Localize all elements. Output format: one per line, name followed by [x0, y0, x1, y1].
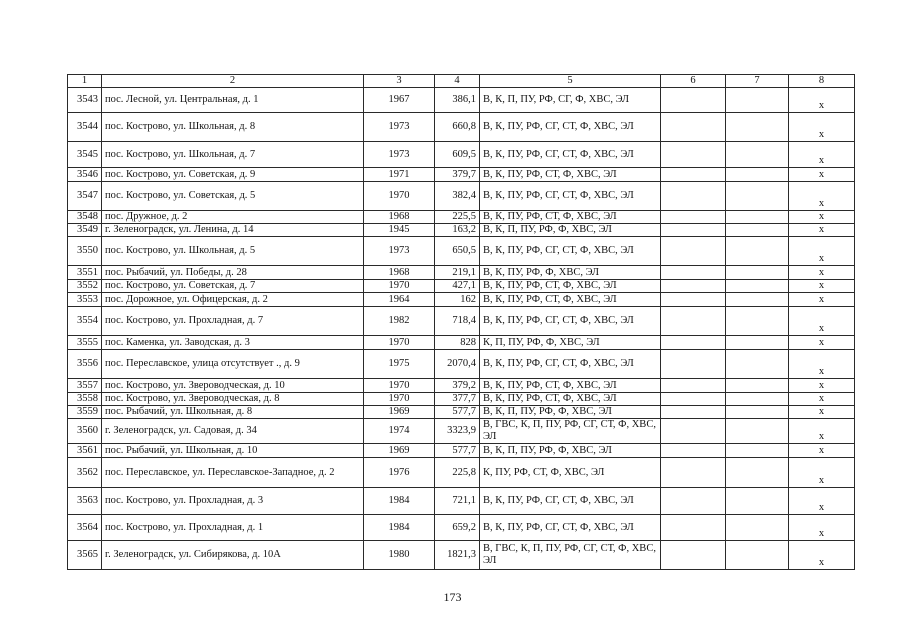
row-year: 1964 [364, 293, 435, 307]
row-col-6 [661, 379, 726, 393]
row-equipment: В, К, ПУ, РФ, СГ, СТ, Ф, ХВС, ЭЛ [480, 488, 661, 515]
row-col-7 [726, 280, 789, 293]
row-number: 3557 [68, 379, 102, 393]
row-col-6 [661, 515, 726, 541]
table-row [68, 336, 855, 350]
row-address: г. Зеленоградск, ул. Сибирякова, д. 10А [102, 541, 364, 570]
row-equipment: В, К, ПУ, РФ, СТ, Ф, ХВС, ЭЛ [480, 211, 661, 224]
row-mark: х [789, 168, 855, 182]
row-number: 3560 [68, 419, 102, 444]
row-area: 1821,3 [435, 541, 480, 570]
row-equipment: В, К, ПУ, РФ, СГ, СТ, Ф, ХВС, ЭЛ [480, 113, 661, 142]
row-col-7 [726, 488, 789, 515]
row-mark: х [789, 393, 855, 406]
row-address: пос. Кострово, ул. Школьная, д. 7 [102, 142, 364, 168]
row-year: 1982 [364, 307, 435, 336]
row-area: 3323,9 [435, 419, 480, 444]
row-number: 3562 [68, 458, 102, 488]
row-equipment: В, К, ПУ, РФ, СТ, Ф, ХВС, ЭЛ [480, 293, 661, 307]
table-row [68, 293, 855, 307]
row-equipment: В, К, ПУ, РФ, СГ, СТ, Ф, ХВС, ЭЛ [480, 237, 661, 266]
row-address: пос. Кострово, ул. Советская, д. 5 [102, 182, 364, 211]
table-row [68, 266, 855, 280]
row-col-7 [726, 419, 789, 444]
housing-table [67, 74, 855, 570]
row-area: 427,1 [435, 280, 480, 293]
table-row [68, 307, 855, 336]
row-equipment: В, К, П, ПУ, РФ, Ф, ХВС, ЭЛ [480, 444, 661, 458]
header-col-3: 3 [364, 75, 435, 88]
row-number: 3556 [68, 350, 102, 379]
row-address: пос. Кострово, ул. Школьная, д. 8 [102, 113, 364, 142]
row-number: 3546 [68, 168, 102, 182]
row-col-6 [661, 444, 726, 458]
row-mark: х [789, 293, 855, 307]
row-area: 577,7 [435, 406, 480, 419]
row-address: пос. Кострово, ул. Звероводческая, д. 10 [102, 379, 364, 393]
row-number: 3555 [68, 336, 102, 350]
row-col-6 [661, 280, 726, 293]
row-col-7 [726, 393, 789, 406]
row-col-7 [726, 293, 789, 307]
row-number: 3563 [68, 488, 102, 515]
row-col-6 [661, 88, 726, 113]
row-mark: х [789, 224, 855, 237]
row-address: пос. Дружное, д. 2 [102, 211, 364, 224]
row-col-7 [726, 515, 789, 541]
row-col-7 [726, 541, 789, 570]
row-address: пос. Переславское, улица отсутствует ., д. 9 [102, 350, 364, 379]
row-equipment: К, П, ПУ, РФ, Ф, ХВС, ЭЛ [480, 336, 661, 350]
table-row [68, 515, 855, 541]
row-mark: х [789, 307, 855, 336]
row-col-7 [726, 142, 789, 168]
row-year: 1976 [364, 458, 435, 488]
row-equipment: В, К, ПУ, РФ, СГ, СТ, Ф, ХВС, ЭЛ [480, 142, 661, 168]
row-col-6 [661, 406, 726, 419]
row-col-7 [726, 182, 789, 211]
row-equipment: В, К, ПУ, РФ, Ф, ХВС, ЭЛ [480, 266, 661, 280]
row-area: 225,5 [435, 211, 480, 224]
row-equipment: В, К, ПУ, РФ, СГ, СТ, Ф, ХВС, ЭЛ [480, 350, 661, 379]
row-col-6 [661, 419, 726, 444]
row-area: 609,5 [435, 142, 480, 168]
table-row [68, 419, 855, 444]
row-number: 3553 [68, 293, 102, 307]
row-number: 3551 [68, 266, 102, 280]
row-area: 828 [435, 336, 480, 350]
row-address: пос. Рыбачий, ул. Школьная, д. 8 [102, 406, 364, 419]
row-year: 1970 [364, 393, 435, 406]
row-year: 1973 [364, 142, 435, 168]
header-col-2: 2 [102, 75, 364, 88]
row-mark: х [789, 336, 855, 350]
row-area: 660,8 [435, 113, 480, 142]
row-number: 3559 [68, 406, 102, 419]
row-mark: х [789, 444, 855, 458]
row-col-7 [726, 224, 789, 237]
row-year: 1968 [364, 266, 435, 280]
row-col-7 [726, 113, 789, 142]
header-col-7: 7 [726, 75, 789, 88]
page-number: 173 [443, 590, 462, 604]
row-address: пос. Рыбачий, ул. Победы, д. 28 [102, 266, 364, 280]
row-mark: х [789, 488, 855, 515]
row-address: пос. Кострово, ул. Советская, д. 9 [102, 168, 364, 182]
row-year: 1967 [364, 88, 435, 113]
row-mark: х [789, 113, 855, 142]
row-number: 3547 [68, 182, 102, 211]
row-number: 3561 [68, 444, 102, 458]
row-mark: х [789, 458, 855, 488]
row-address: пос. Кострово, ул. Советская, д. 7 [102, 280, 364, 293]
row-area: 225,8 [435, 458, 480, 488]
row-col-6 [661, 142, 726, 168]
row-area: 382,4 [435, 182, 480, 211]
table-row [68, 379, 855, 393]
table-row [68, 280, 855, 293]
row-year: 1971 [364, 168, 435, 182]
row-area: 162 [435, 293, 480, 307]
row-area: 659,2 [435, 515, 480, 541]
row-equipment: В, К, ПУ, РФ, СТ, Ф, ХВС, ЭЛ [480, 379, 661, 393]
row-mark: х [789, 142, 855, 168]
row-mark: х [789, 266, 855, 280]
row-mark: х [789, 280, 855, 293]
table-row [68, 142, 855, 168]
row-mark: х [789, 541, 855, 570]
row-col-7 [726, 336, 789, 350]
row-address: пос. Каменка, ул. Заводская, д. 3 [102, 336, 364, 350]
row-address: пос. Дорожное, ул. Офицерская, д. 2 [102, 293, 364, 307]
row-address: пос. Кострово, ул. Прохладная, д. 7 [102, 307, 364, 336]
row-col-6 [661, 266, 726, 280]
row-year: 1984 [364, 488, 435, 515]
row-equipment: В, ГВС, К, П, ПУ, РФ, СГ, СТ, Ф, ХВС, ЭЛ [480, 419, 661, 444]
header-row [68, 75, 855, 88]
row-col-6 [661, 350, 726, 379]
row-address: пос. Кострово, ул. Школьная, д. 5 [102, 237, 364, 266]
row-year: 1980 [364, 541, 435, 570]
table-row [68, 237, 855, 266]
row-number: 3552 [68, 280, 102, 293]
row-mark: х [789, 406, 855, 419]
row-number: 3558 [68, 393, 102, 406]
row-number: 3545 [68, 142, 102, 168]
row-col-6 [661, 211, 726, 224]
header-col-6: 6 [661, 75, 726, 88]
row-number: 3544 [68, 113, 102, 142]
row-col-6 [661, 488, 726, 515]
row-area: 2070,4 [435, 350, 480, 379]
row-col-6 [661, 541, 726, 570]
row-equipment: В, К, ПУ, РФ, СТ, Ф, ХВС, ЭЛ [480, 168, 661, 182]
row-area: 379,2 [435, 379, 480, 393]
row-address: пос. Кострово, ул. Звероводческая, д. 8 [102, 393, 364, 406]
table-row [68, 88, 855, 113]
row-year: 1945 [364, 224, 435, 237]
row-col-7 [726, 350, 789, 379]
row-equipment: В, К, ПУ, РФ, СТ, Ф, ХВС, ЭЛ [480, 393, 661, 406]
row-col-6 [661, 224, 726, 237]
row-col-7 [726, 444, 789, 458]
row-year: 1970 [364, 182, 435, 211]
row-year: 1975 [364, 350, 435, 379]
row-area: 377,7 [435, 393, 480, 406]
row-area: 650,5 [435, 237, 480, 266]
row-equipment: В, К, П, ПУ, РФ, Ф, ХВС, ЭЛ [480, 224, 661, 237]
row-mark: х [789, 182, 855, 211]
row-col-6 [661, 293, 726, 307]
table-row [68, 406, 855, 419]
row-address: пос. Кострово, ул. Прохладная, д. 1 [102, 515, 364, 541]
row-col-6 [661, 393, 726, 406]
row-number: 3565 [68, 541, 102, 570]
row-number: 3550 [68, 237, 102, 266]
row-equipment: В, К, ПУ, РФ, СГ, СТ, Ф, ХВС, ЭЛ [480, 182, 661, 211]
table-row [68, 393, 855, 406]
row-number: 3549 [68, 224, 102, 237]
row-col-6 [661, 336, 726, 350]
table-row [68, 224, 855, 237]
row-col-7 [726, 88, 789, 113]
row-col-6 [661, 237, 726, 266]
row-area: 379,7 [435, 168, 480, 182]
table-row [68, 211, 855, 224]
row-equipment: В, К, ПУ, РФ, СГ, СТ, Ф, ХВС, ЭЛ [480, 515, 661, 541]
table-row [68, 182, 855, 211]
row-area: 163,2 [435, 224, 480, 237]
row-equipment: К, ПУ, РФ, СТ, Ф, ХВС, ЭЛ [480, 458, 661, 488]
row-equipment: В, К, ПУ, РФ, СГ, СТ, Ф, ХВС, ЭЛ [480, 307, 661, 336]
table-row [68, 541, 855, 570]
row-number: 3554 [68, 307, 102, 336]
table-row [68, 350, 855, 379]
row-mark: х [789, 237, 855, 266]
header-col-5: 5 [480, 75, 661, 88]
row-year: 1969 [364, 406, 435, 419]
row-mark: х [789, 515, 855, 541]
row-col-6 [661, 182, 726, 211]
row-year: 1984 [364, 515, 435, 541]
row-area: 718,4 [435, 307, 480, 336]
table-row [68, 168, 855, 182]
row-equipment: В, К, П, ПУ, РФ, Ф, ХВС, ЭЛ [480, 406, 661, 419]
row-col-7 [726, 266, 789, 280]
row-year: 1969 [364, 444, 435, 458]
row-address: пос. Лесной, ул. Центральная, д. 1 [102, 88, 364, 113]
row-mark: х [789, 419, 855, 444]
table-row [68, 488, 855, 515]
row-address: пос. Кострово, ул. Прохладная, д. 3 [102, 488, 364, 515]
row-equipment: В, К, П, ПУ, РФ, СГ, Ф, ХВС, ЭЛ [480, 88, 661, 113]
row-area: 219,1 [435, 266, 480, 280]
row-mark: х [789, 350, 855, 379]
table-row [68, 444, 855, 458]
header-col-4: 4 [435, 75, 480, 88]
row-equipment: В, ГВС, К, П, ПУ, РФ, СГ, СТ, Ф, ХВС, ЭЛ [480, 541, 661, 570]
row-equipment: В, К, ПУ, РФ, СТ, Ф, ХВС, ЭЛ [480, 280, 661, 293]
row-year: 1968 [364, 211, 435, 224]
table-row [68, 458, 855, 488]
row-col-7 [726, 168, 789, 182]
row-col-7 [726, 458, 789, 488]
row-col-6 [661, 307, 726, 336]
row-col-7 [726, 406, 789, 419]
row-col-6 [661, 458, 726, 488]
row-col-7 [726, 211, 789, 224]
row-year: 1973 [364, 237, 435, 266]
row-year: 1974 [364, 419, 435, 444]
row-mark: х [789, 88, 855, 113]
row-mark: х [789, 211, 855, 224]
row-number: 3548 [68, 211, 102, 224]
row-address: г. Зеленоградск, ул. Ленина, д. 14 [102, 224, 364, 237]
row-col-7 [726, 237, 789, 266]
header-col-8: 8 [789, 75, 855, 88]
row-year: 1970 [364, 379, 435, 393]
row-address: пос. Переславское, ул. Переславское-Западное, д. 2 [102, 458, 364, 488]
row-number: 3564 [68, 515, 102, 541]
row-col-7 [726, 307, 789, 336]
row-area: 386,1 [435, 88, 480, 113]
row-year: 1970 [364, 280, 435, 293]
header-col-1: 1 [68, 75, 102, 88]
row-address: г. Зеленоградск, ул. Садовая, д. 34 [102, 419, 364, 444]
row-col-6 [661, 168, 726, 182]
table-row [68, 113, 855, 142]
row-col-7 [726, 379, 789, 393]
row-mark: х [789, 379, 855, 393]
row-year: 1973 [364, 113, 435, 142]
row-area: 721,1 [435, 488, 480, 515]
row-number: 3543 [68, 88, 102, 113]
row-col-6 [661, 113, 726, 142]
row-address: пос. Рыбачий, ул. Школьная, д. 10 [102, 444, 364, 458]
row-area: 577,7 [435, 444, 480, 458]
row-year: 1970 [364, 336, 435, 350]
